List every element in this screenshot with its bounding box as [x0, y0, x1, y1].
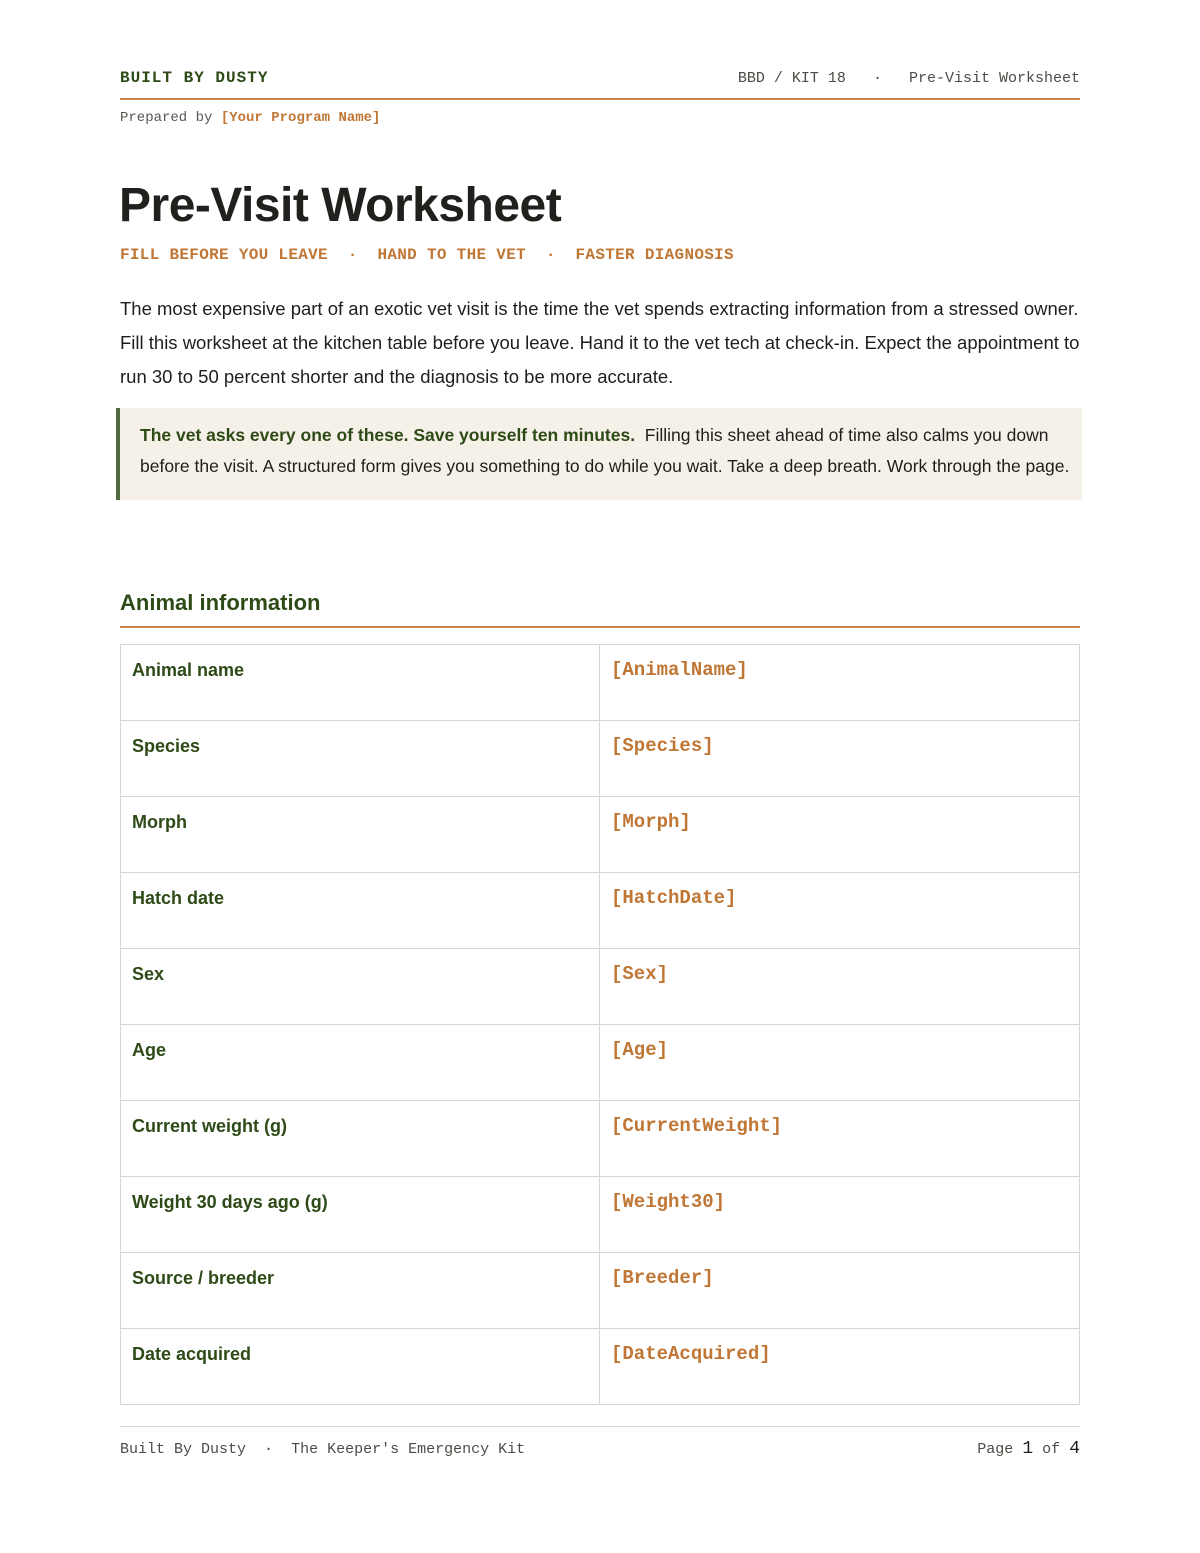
table-row — [121, 721, 1080, 797]
callout-body: Filling this sheet ahead of time also calms you down before the visit. A structured form gives you something to do while you wait. Take a deep breath. Work through the page. — [140, 425, 1070, 476]
tip-callout — [116, 408, 1082, 500]
field-value[interactable]: [Sex] — [600, 949, 1080, 1025]
kit-code: BBD / KIT 18 — [737, 70, 846, 87]
table-row — [121, 1177, 1080, 1253]
field-value[interactable]: [Weight30] — [600, 1177, 1080, 1253]
intro-paragraph: The most expensive part of an exotic vet visit is the time the vet spends extracting information from a stressed owner. Fill this worksheet at the kitchen table before you leave. Hand it to the vet tech at check-in. Expect the appointment to run 30 to 50 percent shorter and the diagnosis to be more accurate. — [120, 298, 1080, 387]
tagline-item: FASTER DIAGNOSIS — [575, 246, 734, 264]
separator-dot: · — [545, 246, 556, 264]
field-value[interactable]: [DateAcquired] — [600, 1329, 1080, 1405]
of-label: of — [1042, 1441, 1061, 1458]
page-footer — [120, 1426, 1080, 1459]
field-label: Sex — [121, 949, 600, 1025]
separator-dot: · — [347, 246, 358, 264]
table-row — [121, 873, 1080, 949]
field-value[interactable]: [CurrentWeight] — [600, 1101, 1080, 1177]
table-row — [121, 1025, 1080, 1101]
field-label: Hatch date — [121, 873, 600, 949]
field-label: Species — [121, 721, 600, 797]
section-heading — [120, 590, 1080, 628]
table-row — [121, 949, 1080, 1025]
page-number — [977, 1439, 1080, 1459]
table-row — [121, 1101, 1080, 1177]
tagline-item: FILL BEFORE YOU LEAVE — [120, 246, 328, 264]
header-doc-title: Pre-Visit Worksheet — [908, 70, 1080, 87]
field-value[interactable]: [Species] — [600, 721, 1080, 797]
field-value[interactable]: [HatchDate] — [600, 873, 1080, 949]
header-doc-ref — [738, 70, 1080, 87]
field-label: Age — [121, 1025, 600, 1101]
program-name-placeholder: [Your Program Name] — [220, 110, 381, 126]
table-row — [121, 797, 1080, 873]
field-label: Date acquired — [121, 1329, 600, 1405]
page-total: 4 — [1069, 1439, 1080, 1459]
field-label: Weight 30 days ago (g) — [121, 1177, 600, 1253]
callout-lead: The vet asks every one of these. Save yourself ten minutes. — [140, 425, 636, 445]
page-current: 1 — [1022, 1439, 1034, 1459]
field-value[interactable]: [AnimalName] — [600, 645, 1080, 721]
page-title: Pre-Visit Worksheet — [119, 179, 562, 232]
field-label: Source / breeder — [121, 1253, 600, 1329]
field-label: Current weight (g) — [121, 1101, 600, 1177]
tagline — [120, 246, 734, 264]
field-label: Morph — [121, 797, 600, 873]
brand-name: BUILT BY DUSTY — [120, 69, 269, 87]
field-value[interactable]: [Age] — [600, 1025, 1080, 1101]
table-row — [121, 1329, 1080, 1405]
animal-info-table — [120, 644, 1080, 1405]
prepared-by-label: Prepared by — [120, 110, 213, 126]
field-value[interactable]: [Morph] — [600, 797, 1080, 873]
separator-dot: · — [264, 1441, 274, 1458]
prepared-by — [120, 110, 380, 126]
footer-credit — [120, 1441, 525, 1458]
page-label: Page — [977, 1441, 1014, 1458]
separator-dot: · — [872, 70, 882, 87]
field-value[interactable]: [Breeder] — [600, 1253, 1080, 1329]
footer-brand: Built By Dusty — [120, 1441, 247, 1458]
field-label: Animal name — [121, 645, 600, 721]
page-header — [120, 66, 1080, 100]
table-row — [121, 645, 1080, 721]
section-title: Animal information — [120, 590, 321, 615]
tagline-item: HAND TO THE VET — [377, 246, 526, 264]
table-row — [121, 1253, 1080, 1329]
footer-kit-name: The Keeper's Emergency Kit — [291, 1441, 526, 1458]
